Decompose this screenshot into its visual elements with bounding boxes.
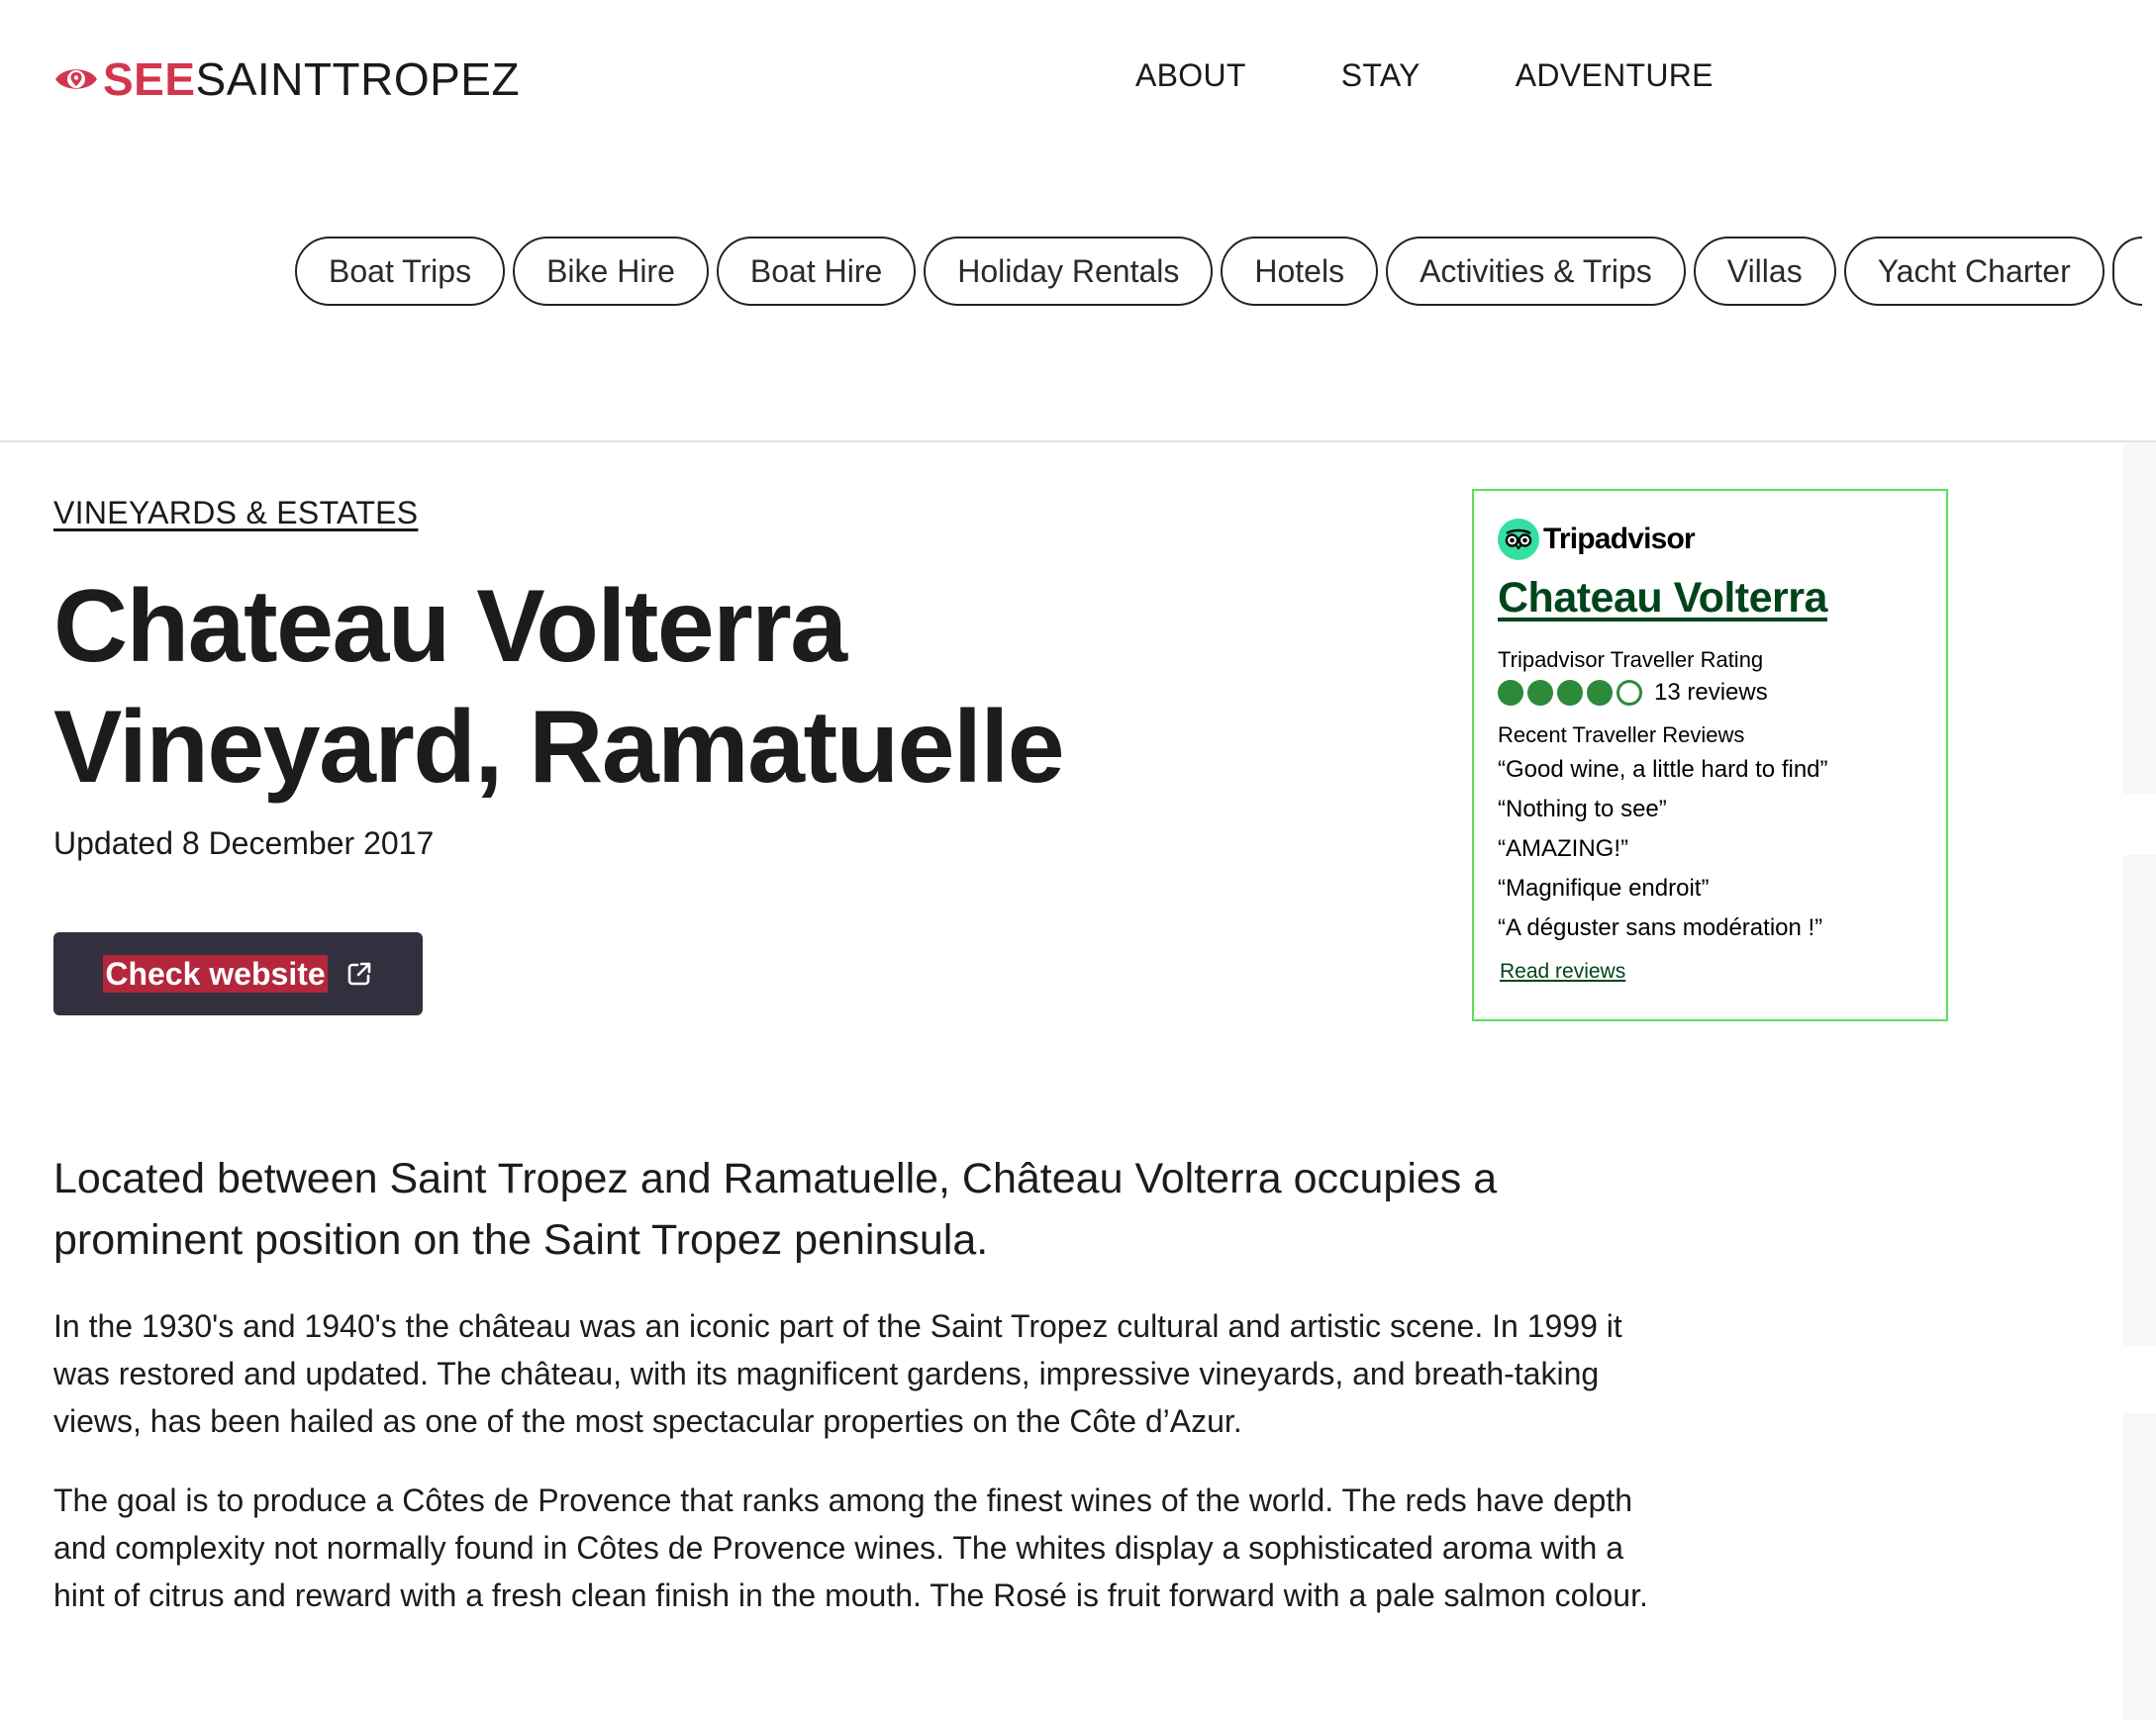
- category-pills: [295, 237, 2150, 306]
- title-line-2: Vineyard, Ramatuelle: [53, 690, 1064, 805]
- pill-hotels[interactable]: Hotels: [1221, 237, 1378, 306]
- main-nav: [1135, 57, 1809, 94]
- external-link-icon: [345, 960, 373, 988]
- sidebar-panel-edge: [2123, 1413, 2156, 1720]
- updated-date: Updated 8 December 2017: [53, 825, 435, 861]
- rating-bubble-filled-icon: [1587, 680, 1613, 706]
- article-lead: Located between Saint Tropez and Ramatuelle, Château Volterra occupies a prominent position on the Saint Tropez peninsula.: [53, 1155, 1498, 1264]
- rating-label: Tripadvisor Traveller Rating: [1498, 647, 1764, 672]
- read-reviews-link[interactable]: Read reviews: [1500, 960, 1626, 983]
- sidebar-panel-edge: [2123, 442, 2156, 794]
- pill-overflow[interactable]: [2112, 237, 2142, 306]
- tripadvisor-widget: [1472, 489, 1948, 1021]
- review-item[interactable]: “Good wine, a little hard to find”: [1498, 756, 1828, 783]
- page-title: [53, 566, 1241, 808]
- logo-accent-text: SEE: [103, 53, 196, 105]
- review-count[interactable]: 13 reviews: [1654, 679, 1768, 706]
- recent-reviews-label: Recent Traveller Reviews: [1498, 722, 1745, 747]
- rating-bubble-filled-icon: [1527, 680, 1553, 706]
- pill-boat-trips[interactable]: Boat Trips: [295, 237, 505, 306]
- category-link[interactable]: VINEYARDS & ESTATES: [53, 495, 419, 530]
- check-website-button[interactable]: [53, 932, 423, 1015]
- article-paragraph-1: In the 1930's and 1940's the château was an iconic part of the Saint Tropez cultural and artistic scene. In 1999 it was restored and updated. The château, with its magnificent gardens, impressive vineyards, and breath-taking views, has been hailed as one of the most spectacular properties on the Côte d’Azur.: [53, 1308, 1622, 1439]
- pill-holiday-rentals[interactable]: Holiday Rentals: [924, 237, 1213, 306]
- eye-pin-logo-icon: [53, 56, 99, 102]
- nav-adventure[interactable]: ADVENTURE: [1515, 57, 1714, 93]
- review-item[interactable]: “A déguster sans modération !”: [1498, 914, 1823, 941]
- logo-text: SAINTTROPEZ: [195, 53, 521, 105]
- review-item[interactable]: “Nothing to see”: [1498, 796, 1667, 822]
- site-header: [0, 0, 2156, 442]
- sidebar-panel-edge: [2123, 855, 2156, 1346]
- nav-stay[interactable]: STAY: [1340, 57, 1421, 93]
- tripadvisor-brand-text: Tripadvisor: [1543, 523, 1695, 555]
- nav-about[interactable]: ABOUT: [1135, 57, 1246, 93]
- pill-villas[interactable]: Villas: [1694, 237, 1836, 306]
- tripadvisor-owl-icon: [1498, 519, 1539, 560]
- tripadvisor-place-link[interactable]: Chateau Volterra: [1498, 574, 1827, 621]
- article-paragraph-2: The goal is to produce a Côtes de Provence that ranks among the finest wines of the world. The reds have depth and complexity not normally found in Côtes de Provence wines. The whites display a sophisticated aroma with a hint of citrus and reward with a fresh clean finish in the mouth. The Rosé is fruit forward with a pale salmon colour.: [53, 1482, 1648, 1613]
- check-website-label: Check website: [105, 956, 326, 992]
- tripadvisor-logo[interactable]: [1498, 519, 1695, 560]
- title-line-1: Chateau Volterra: [53, 569, 846, 684]
- site-logo[interactable]: [53, 53, 520, 105]
- pill-boat-hire[interactable]: Boat Hire: [717, 237, 916, 306]
- rating-bubble-filled-icon: [1498, 680, 1523, 706]
- review-list: [1498, 750, 1828, 948]
- review-item[interactable]: “AMAZING!”: [1498, 835, 1628, 862]
- rating-bubbles: [1498, 679, 1768, 707]
- rating-bubble-filled-icon: [1557, 680, 1583, 706]
- review-item[interactable]: “Magnifique endroit”: [1498, 875, 1710, 902]
- pill-bike-hire[interactable]: Bike Hire: [513, 237, 709, 306]
- pill-activities-trips[interactable]: Activities & Trips: [1386, 237, 1686, 306]
- rating-bubble-empty-icon: [1617, 680, 1642, 706]
- pill-yacht-charter[interactable]: Yacht Charter: [1844, 237, 2105, 306]
